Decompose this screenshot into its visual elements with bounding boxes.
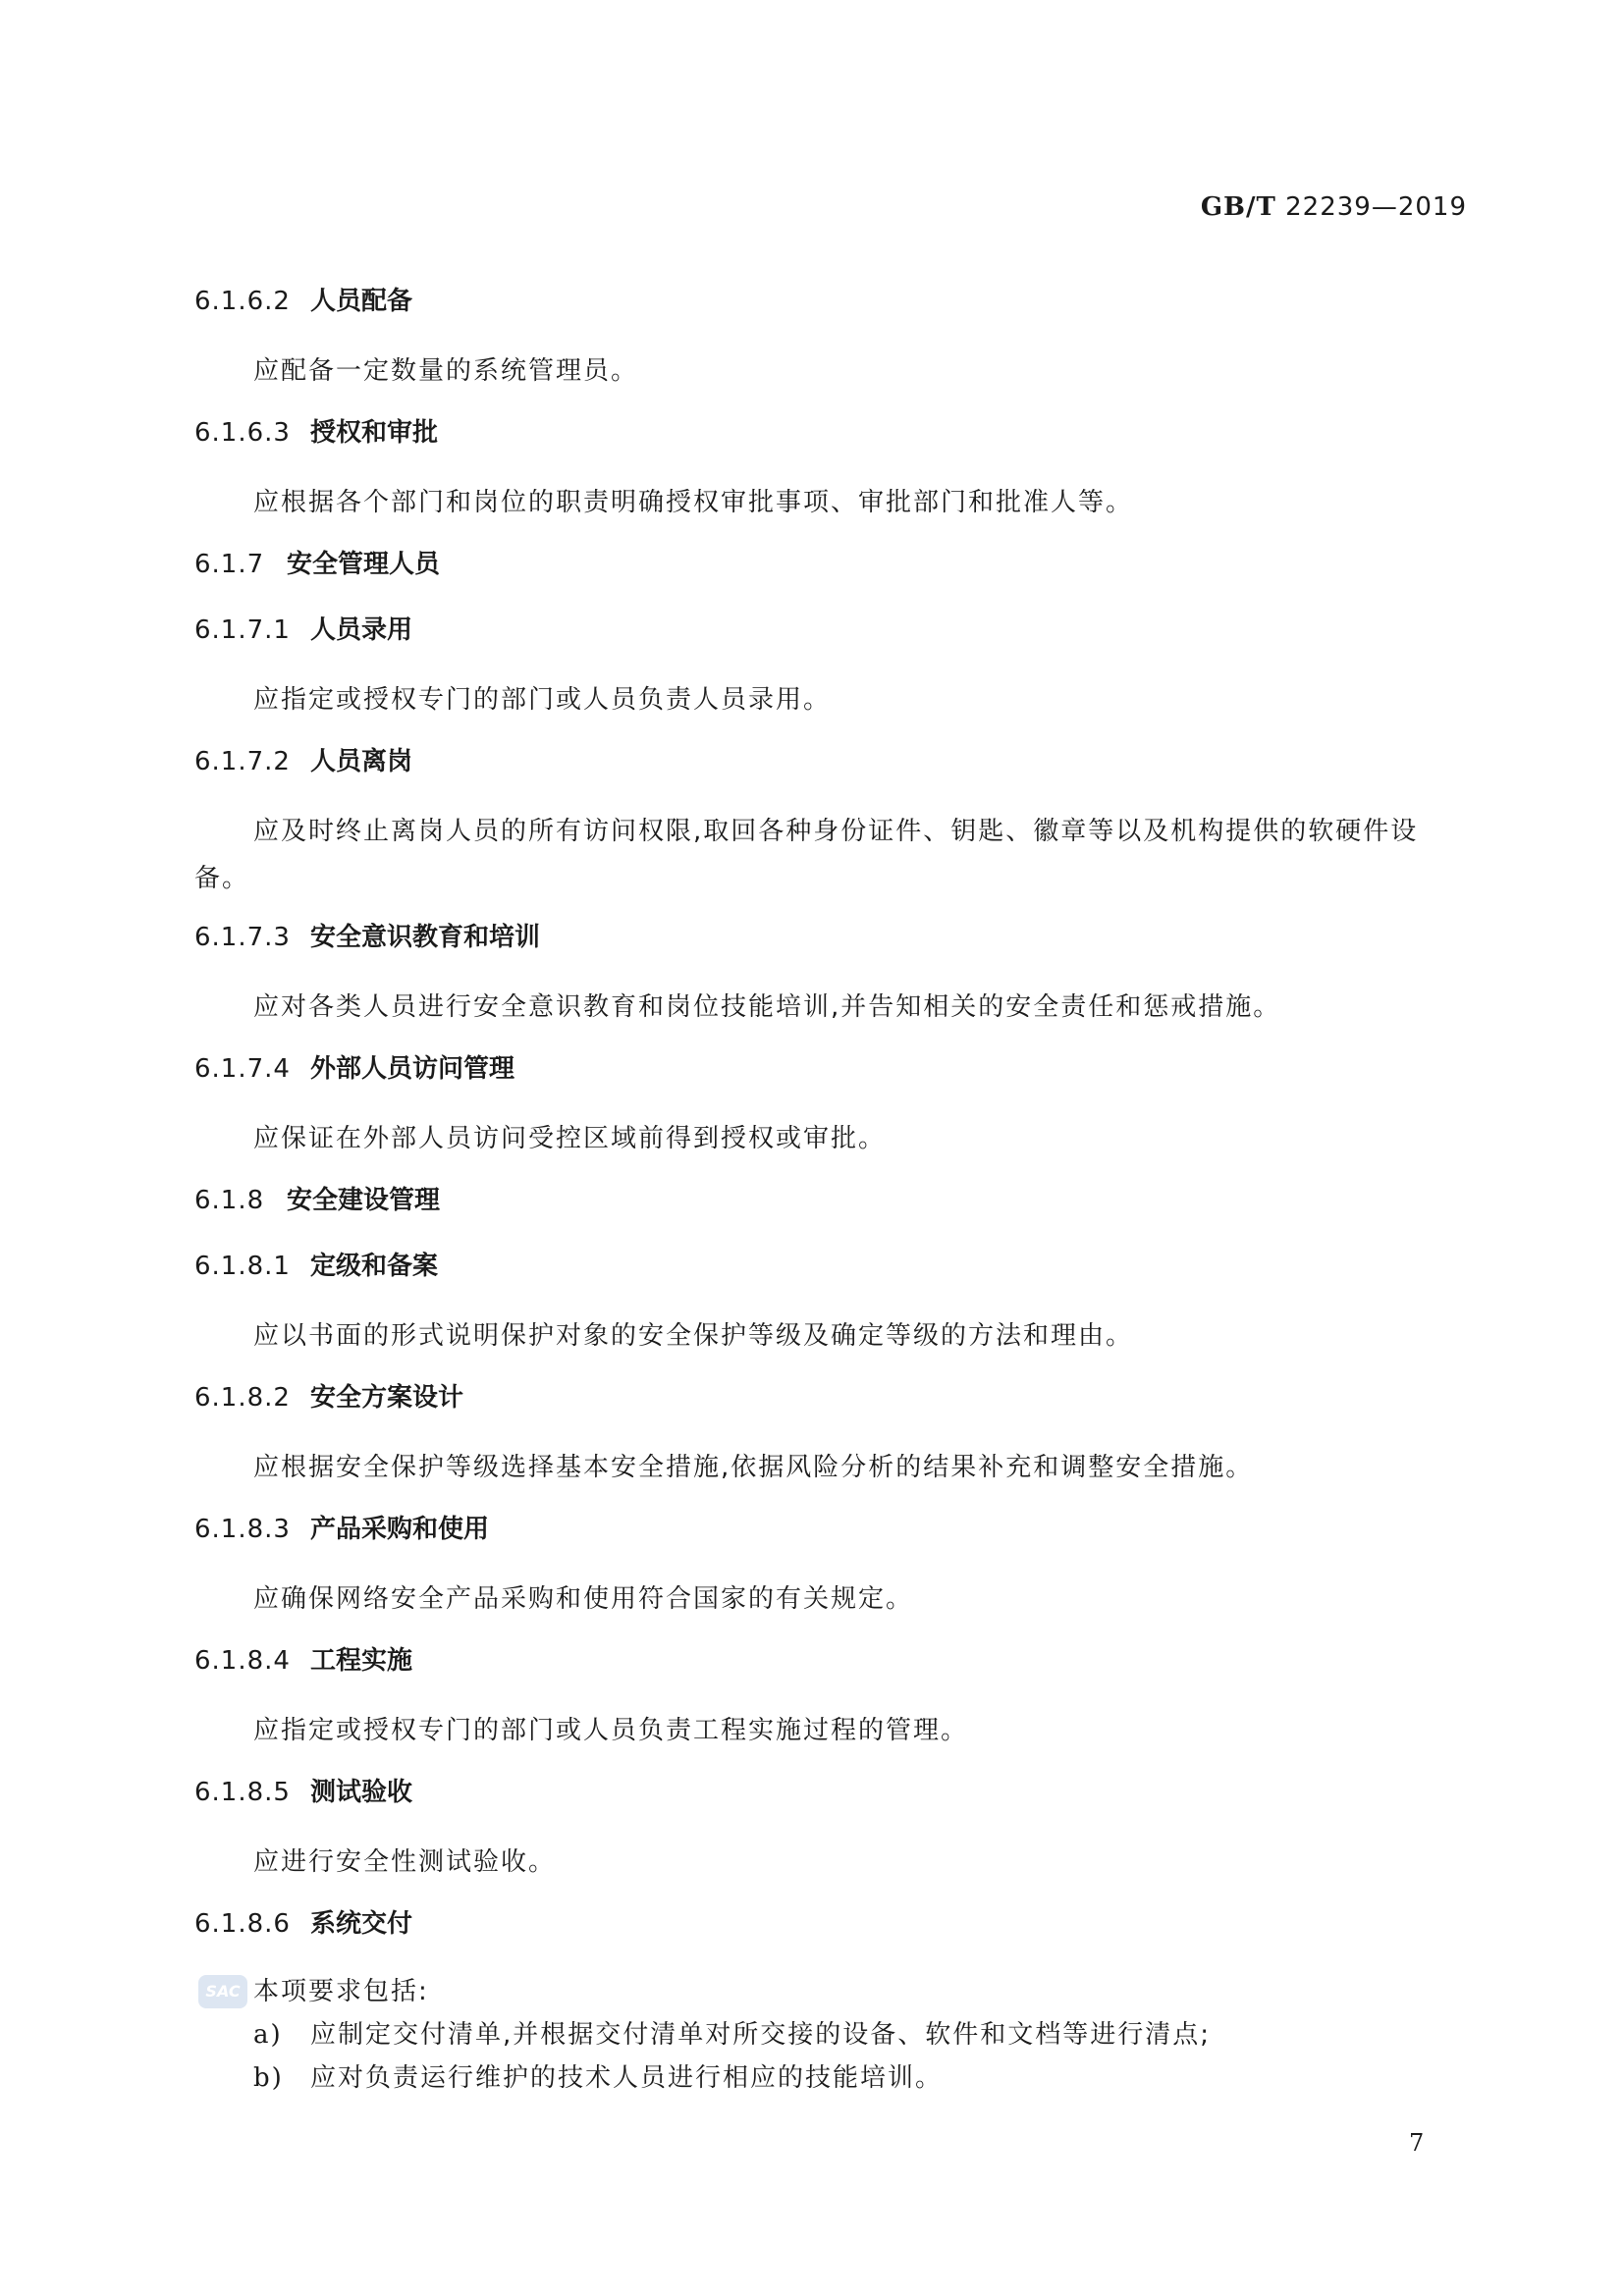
section-number: 6.1.7.4 [194,1054,291,1084]
section-number: 6.1.8.1 [194,1252,291,1281]
section-paragraph: 应配备一定数量的系统管理员。 [253,356,639,386]
section-heading [194,918,1461,984]
section-heading [194,1247,1461,1312]
section-number: 6.1.6.2 [194,287,291,316]
section-number: 6.1.6.3 [194,418,291,448]
section-number: 6.1.7 [194,550,265,579]
section-heading [194,1904,1461,1970]
section-paragraph: 应对各类人员进行安全意识教育和岗位技能培训,并告知相关的安全责任和惩戒措施。 [253,992,1281,1022]
section-number: 6.1.8.6 [194,1909,291,1939]
section-title: 安全意识教育和培训 [310,923,541,952]
section-title: 产品采购和使用 [310,1515,490,1544]
section-number: 6.1.7.2 [194,747,291,776]
section-title: 人员配备 [310,287,413,316]
section-number: 6.1.7.1 [194,615,291,645]
section-paragraph: 应指定或授权专门的部门或人员负责人员录用。 [253,685,832,715]
section-paragraph: 应确保网络安全产品采购和使用符合国家的有关规定。 [253,1584,914,1614]
section-number: 6.1.7.3 [194,923,291,952]
section-title: 测试验收 [310,1778,413,1807]
list-marker: b) [253,2063,284,2093]
standard-code [1201,192,1467,222]
section-paragraph: 应指定或授权专门的部门或人员负责工程实施过程的管理。 [253,1716,969,1745]
requirements-intro [194,1970,1461,2013]
section-title: 人员离岗 [310,747,413,776]
section-heading [194,282,1461,347]
standard-prefix: GB/T [1200,192,1276,222]
section-title: 系统交付 [310,1909,413,1939]
section-title: 安全建设管理 [287,1186,441,1215]
section-title: 外部人员访问管理 [310,1054,515,1084]
list-item-text: 应制定交付清单,并根据交付清单对所交接的设备、软件和文档等进行清点; [310,2020,1212,2050]
section-title: 安全方案设计 [310,1383,464,1413]
section-title: 授权和审批 [310,418,439,448]
section-heading [194,1773,1461,1839]
section-heading [194,1641,1461,1707]
section-paragraph: 应以书面的形式说明保护对象的安全保护等级及确定等级的方法和理由。 [253,1321,1134,1351]
section-number: 6.1.8.3 [194,1515,291,1544]
section-paragraph: 应及时终止离岗人员的所有访问权限,取回各种身份证件、钥匙、徽章等以及机构提供的软硬件设备。 [194,817,1419,893]
section-heading [194,413,1461,479]
section-title: 工程实施 [310,1646,413,1676]
section-title: 定级和备案 [310,1252,439,1281]
page-number: 7 [1409,2129,1425,2157]
sac-logo-icon: SAC [198,1975,247,2008]
section-heading [194,1378,1461,1444]
requirements-intro-text: 本项要求包括: [253,1977,429,2006]
list-item-text: 应对负责运行维护的技术人员进行相应的技能培训。 [310,2063,944,2093]
section-number: 6.1.8.4 [194,1646,291,1676]
standard-number: 22239—2019 [1285,192,1467,222]
list-item [194,2056,1461,2100]
section-number: 6.1.8.5 [194,1778,291,1807]
section-heading [194,742,1461,808]
section-heading [194,611,1461,676]
list-item [194,2013,1461,2056]
section-title: 人员录用 [310,615,413,645]
section-heading [194,1510,1461,1575]
section-paragraph: 应进行安全性测试验收。 [253,1847,557,1877]
list-marker: a) [253,2020,283,2050]
section-paragraph: 应保证在外部人员访问受控区域前得到授权或审批。 [253,1124,887,1153]
section-heading [194,545,1461,611]
section-paragraph: 应根据各个部门和岗位的职责明确授权审批事项、审批部门和批准人等。 [253,488,1134,517]
section-paragraph: 应根据安全保护等级选择基本安全措施,依据风险分析的结果补充和调整安全措施。 [253,1453,1254,1482]
section-number: 6.1.8 [194,1186,265,1215]
section-heading [194,1049,1461,1115]
section-number: 6.1.8.2 [194,1383,291,1413]
section-heading [194,1181,1461,1247]
document-body [194,282,1461,2100]
section-title: 安全管理人员 [287,550,441,579]
